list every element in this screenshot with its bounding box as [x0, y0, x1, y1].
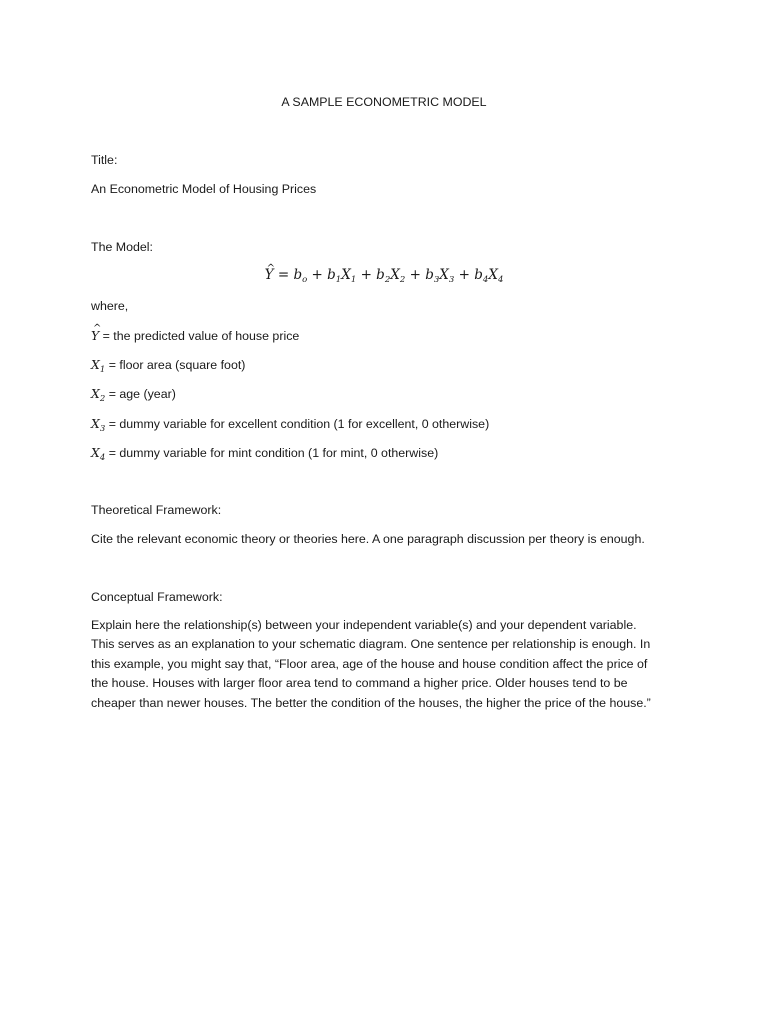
equation-b0: b [293, 267, 303, 283]
definition-yhat-text: = the predicted value of house price [99, 329, 300, 343]
model-equation [91, 266, 677, 285]
equation-b1: b [327, 267, 336, 283]
definition-x2-text: = age (year) [105, 387, 176, 401]
equation-equals: = [277, 267, 290, 283]
equation-b3: b [425, 267, 434, 283]
equation-x3: X [439, 267, 449, 283]
definition-x3 [91, 414, 489, 434]
definition-yhat-symbol: ^ Y [91, 326, 99, 345]
equation-plus-1: + [311, 267, 323, 283]
definition-x4-symbol: $X_4$ [91, 445, 106, 463]
equation-x4: X [488, 267, 498, 283]
equation-b4-sub: 4 [482, 275, 489, 285]
definition-x3-text: = dummy variable for excellent condition (1 for excellent, 0 otherwise) [105, 417, 490, 431]
equation-x2-sub: 2 [399, 275, 406, 285]
equation-b3-sub: 3 [433, 275, 440, 285]
equation-x4-sub: 4 [497, 275, 504, 285]
definition-x1-symbol: $X_1$ [91, 357, 106, 375]
conceptual-line: the house. Houses with larger floor area tend to command a higher price. Older houses tend to be [91, 676, 628, 691]
theoretical-text: Cite the relevant economic theory or theories here. A one paragraph discussion per theory is enough. [91, 532, 645, 546]
equation-b1-sub: 1 [335, 275, 342, 285]
conceptual-line: cheaper than newer houses. The better the condition of the houses, the higher the price of the house.” [91, 695, 651, 710]
theoretical-label: Theoretical Framework: [91, 503, 222, 517]
definition-x3-symbol: $X_3$ [91, 416, 106, 434]
equation-b2-sub: 2 [384, 275, 391, 285]
conceptual-paragraph [91, 616, 681, 713]
equation-plus-4: + [458, 267, 470, 283]
equation-plus-2: + [360, 267, 372, 283]
equation-x3-sub: 3 [448, 275, 455, 285]
equation-b2: b [376, 267, 385, 283]
title-text: An Econometric Model of Housing Prices [91, 182, 317, 196]
equation-b0-sub: o [302, 275, 308, 285]
definition-x2 [91, 384, 176, 404]
conceptual-line: this example, you might say that, “Floor area, age of the house and house condition affect the price of [91, 656, 648, 671]
definition-x1 [91, 355, 245, 375]
equation-x1: X [341, 267, 351, 283]
definition-yhat [91, 326, 299, 346]
document-heading: A SAMPLE ECONOMETRIC MODEL [281, 95, 487, 109]
equation-x1-sub: 1 [350, 275, 357, 285]
equation-lhs: ^ Y [265, 266, 274, 285]
definition-x4 [91, 443, 438, 463]
conceptual-line: Explain here the relationship(s) between your independent variable(s) and your dependent variable. [91, 618, 637, 632]
equation-plus-3: + [409, 267, 421, 283]
definition-x1-text: = floor area (square foot) [105, 358, 246, 372]
conceptual-label: Conceptual Framework: [91, 590, 223, 604]
definition-x2-symbol: $X_2$ [91, 386, 106, 404]
title-label: Title: [91, 153, 118, 167]
definition-x4-text: = dummy variable for mint condition (1 for mint, 0 otherwise) [105, 446, 439, 460]
equation-b4: b [474, 267, 483, 283]
equation-x2: X [390, 267, 400, 283]
conceptual-line: This serves as an explanation to your schematic diagram. One sentence per relationship is enough. In [91, 637, 651, 652]
model-label: The Model: [91, 240, 153, 254]
where-label: where, [91, 299, 129, 313]
